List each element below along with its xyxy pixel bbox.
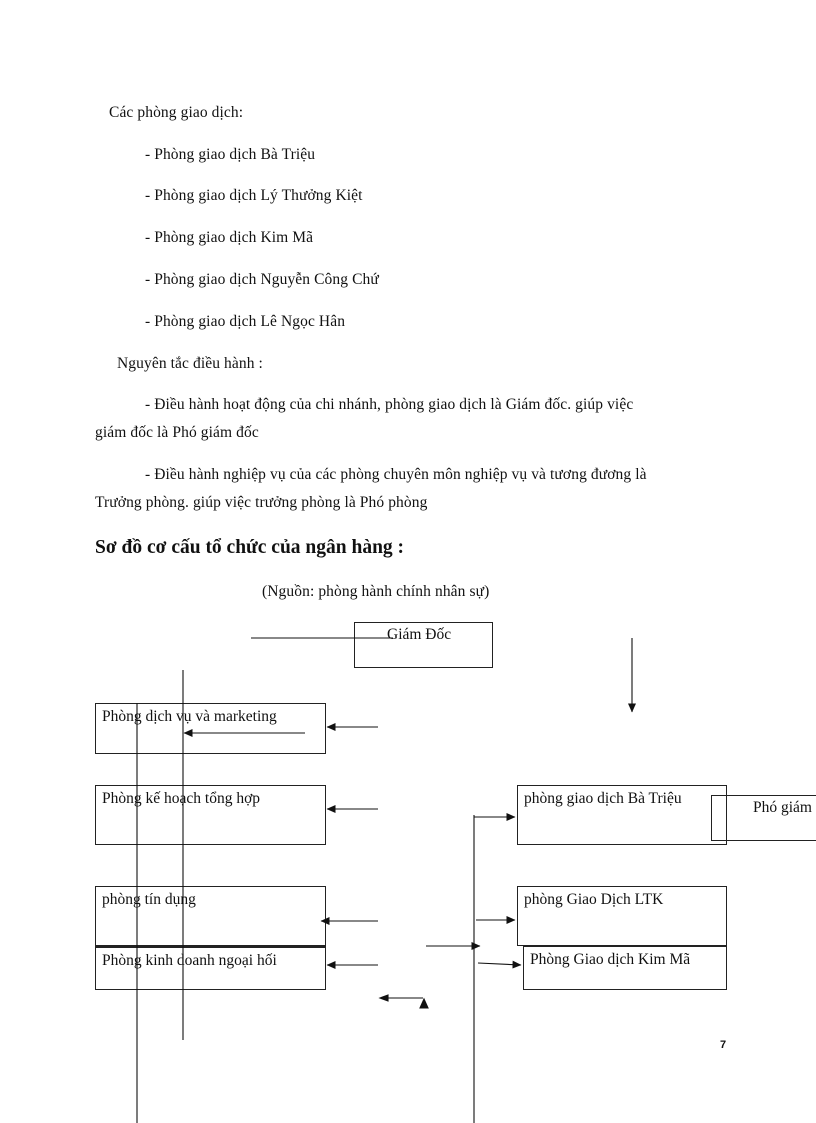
arrow-head: [380, 995, 388, 1001]
arrow-head: [420, 999, 428, 1008]
arrow: [478, 963, 521, 965]
branch-item: - Phòng giao dịch Bà Triệu: [145, 146, 316, 163]
transaction-office-label: phòng giao dịch Bà Triệu: [524, 790, 682, 807]
org-chart-title: Sơ đồ cơ cấu tổ chức của ngân hàng :: [95, 537, 405, 558]
transaction-office-label: Phòng Giao dịch Kim Mã: [530, 951, 691, 968]
page-number: 7: [720, 1039, 727, 1051]
branch-item: - Phòng giao dịch Lý Thưởng Kiệt: [145, 187, 363, 204]
branch-item: - Phòng giao dịch Nguyễn Công Chứ: [145, 271, 379, 288]
transaction-office-label: phòng Giao Dịch LTK: [524, 891, 664, 908]
branch-item: - Phòng giao dịch Kim Mã: [145, 229, 314, 246]
principle-2-line-2: Trưởng phòng. giúp việc trưởng phòng là Phó phòng: [95, 494, 428, 511]
principles-heading: Nguyên tắc điều hành :: [117, 355, 263, 372]
branches-heading: Các phòng giao dịch:: [109, 104, 244, 121]
department-label: Phòng kinh doanh ngoại hối: [102, 952, 277, 969]
branch-item: - Phòng giao dịch Lê Ngọc Hân: [145, 313, 346, 330]
principle-1-line-2: giám đốc là Phó giám đốc: [95, 424, 259, 441]
org-chart-source: (Nguồn: phòng hành chính nhân sự): [262, 583, 490, 600]
department-label: phòng tín dụng: [102, 891, 196, 908]
principle-2-line-1: - Điều hành nghiệp vụ của các phòng chuyên môn nghiệp vụ và tương đương là: [145, 466, 647, 483]
deputy-label: Phó giám: [753, 799, 812, 816]
principle-1-line-1: - Điều hành hoạt động của chi nhánh, phòng giao dịch là Giám đốc. giúp việc: [145, 396, 634, 413]
department-label: Phòng kế hoạch tổng hợp: [102, 790, 261, 807]
director-label: Giám Đốc: [387, 626, 452, 643]
department-label: Phòng dịch vụ và marketing: [102, 708, 277, 725]
